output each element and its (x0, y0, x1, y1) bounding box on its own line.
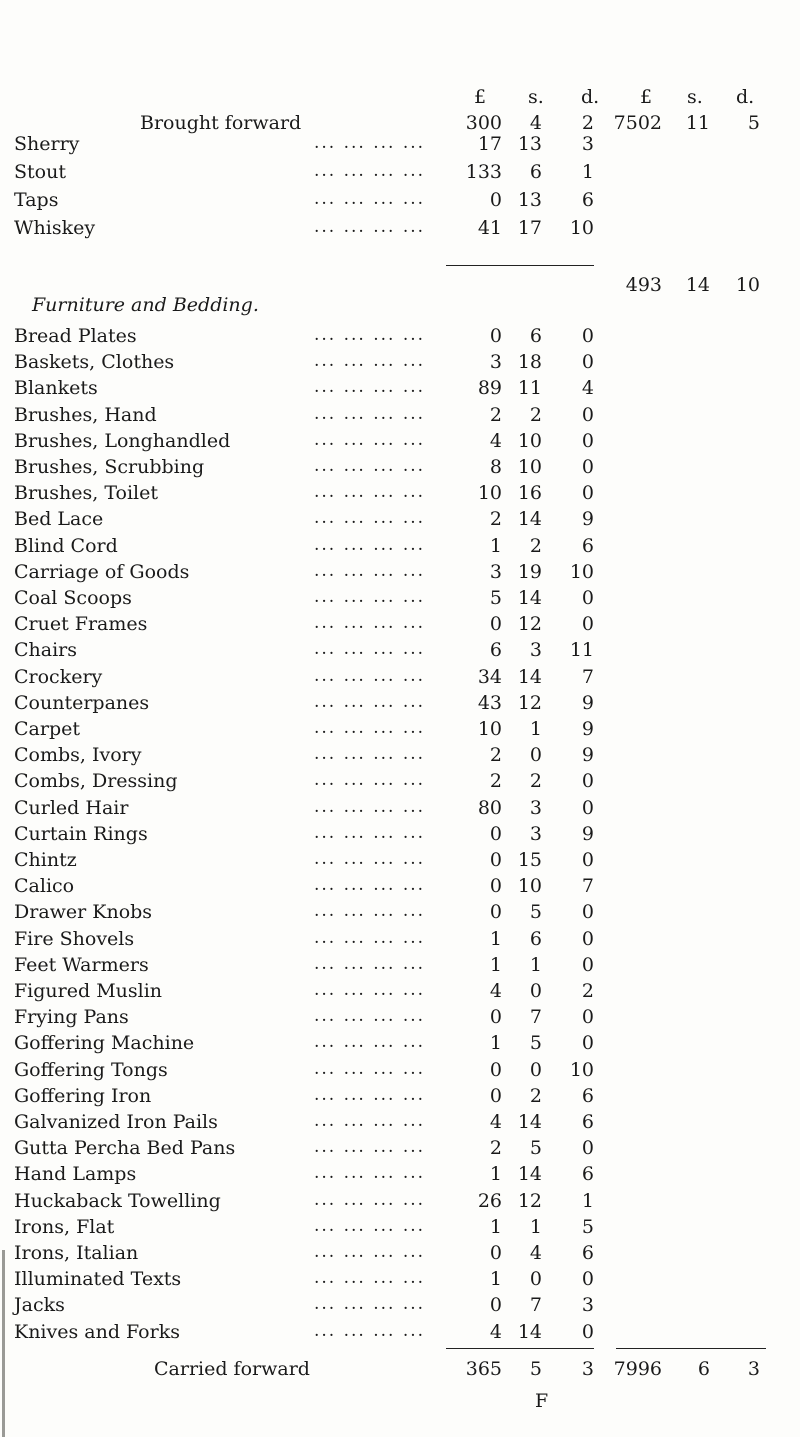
leader-dots: ... ... ... ... (314, 980, 426, 1000)
item-label: Whiskey (14, 217, 96, 239)
leader-dots: ... ... ... ... (314, 927, 426, 948)
item-label: Goffering Iron (14, 1084, 152, 1107)
leader-dots: ... ... ... ... (314, 849, 426, 869)
amount-shillings: 7 (529, 1006, 542, 1029)
ledger-row (0, 797, 800, 825)
carried-forward-row (0, 1358, 800, 1386)
item-label: Huckaback Towelling (14, 1189, 221, 1212)
amount-shillings: 17 (517, 217, 542, 239)
leader-dots: ... ... ... ... (314, 639, 426, 660)
item-label: Baskets, Clothes (14, 351, 175, 374)
ledger-row (0, 1085, 800, 1113)
binding-edge (2, 1250, 5, 1437)
amount-shillings: 3 (529, 796, 542, 819)
amount-pence: 9 (581, 822, 594, 845)
item-label: Irons, Flat (14, 1215, 115, 1238)
leader-dots: ... ... ... ... (314, 796, 426, 817)
ledger-row (0, 928, 800, 956)
amount-pounds: 0 (489, 1006, 502, 1029)
item-label: Chairs (14, 639, 78, 662)
section-title: Furniture and Bedding. (32, 294, 259, 316)
leader-dots: ... ... ... ... (314, 325, 426, 345)
amount-shillings: 14 (517, 508, 542, 531)
item-label: Carriage of Goods (14, 560, 190, 583)
ledger-row (0, 217, 800, 245)
item-label: Frying Pans (14, 1006, 129, 1029)
amount-pence: 6 (581, 189, 594, 211)
amount-shillings: 0 (529, 744, 542, 767)
leader-dots: ... ... ... ... (314, 901, 426, 922)
ledger-row (0, 189, 800, 217)
amount-pounds: 0 (489, 1294, 502, 1317)
amount-shillings: 13 (517, 133, 542, 155)
amount-pounds: 10 (477, 718, 502, 740)
amount-pence: 5 (581, 1215, 594, 1238)
ledger-row (0, 1163, 800, 1191)
amount-pence: 6 (581, 1163, 594, 1186)
brought-forward-shillings: 4 (529, 112, 542, 134)
amount-pounds: 0 (489, 849, 502, 871)
leader-dots: ... ... ... ... (314, 508, 426, 529)
amount-shillings: 5 (529, 901, 542, 924)
signature-letter: F (535, 1390, 549, 1412)
ledger-row (0, 1242, 800, 1270)
item-label: Stout (14, 161, 66, 183)
items-total-rule (446, 1348, 594, 1349)
leader-dots: ... ... ... ... (314, 875, 426, 896)
amount-pounds: 2 (489, 770, 502, 793)
item-label: Cruet Frames (14, 613, 148, 636)
leader-dots: ... ... ... ... (314, 1058, 426, 1079)
amount-pounds: 0 (489, 1242, 502, 1264)
amount-shillings: 19 (517, 560, 542, 583)
column-headers (0, 86, 800, 114)
leader-dots: ... ... ... ... (314, 1032, 426, 1053)
amount-pence: 3 (581, 1294, 594, 1317)
amount-pounds: 2 (489, 1137, 502, 1160)
item-label: Galvanized Iron Pails (14, 1111, 218, 1133)
amount-pence: 0 (581, 1137, 594, 1160)
amount-pounds: 3 (489, 560, 502, 583)
carried-forward-total-shillings: 6 (697, 1358, 710, 1380)
item-label: Calico (14, 875, 75, 898)
amount-shillings: 0 (529, 980, 542, 1002)
amount-shillings: 6 (529, 927, 542, 950)
item-label: Blind Cord (14, 534, 118, 557)
amount-pence: 0 (581, 456, 594, 478)
leader-dots: ... ... ... ... (314, 1189, 426, 1210)
amount-pounds: 4 (489, 1320, 502, 1343)
item-label: Gutta Percha Bed Pans (14, 1137, 236, 1160)
leader-dots: ... ... ... ... (314, 1242, 426, 1262)
amount-pounds: 4 (489, 1111, 502, 1133)
leader-dots: ... ... ... ... (314, 953, 426, 974)
amount-pounds: 4 (489, 429, 502, 452)
amount-pence: 3 (581, 133, 594, 155)
leader-dots: ... ... ... ... (314, 456, 426, 476)
ledger-row (0, 456, 800, 484)
ledger-row (0, 692, 800, 720)
item-label: Counterpanes (14, 691, 150, 714)
amount-shillings: 5 (529, 1137, 542, 1160)
amount-pence: 1 (581, 1189, 594, 1212)
leader-dots: ... ... ... ... (314, 133, 426, 153)
amount-pounds: 6 (489, 639, 502, 662)
item-label: Coal Scoops (14, 587, 132, 609)
amount-pence: 0 (581, 587, 594, 609)
carried-forward-pence: 3 (581, 1358, 594, 1380)
amount-shillings: 12 (517, 613, 542, 636)
leader-dots: ... ... ... ... (314, 429, 426, 450)
carried-forward-total-pounds: 7996 (613, 1358, 662, 1380)
amount-shillings: 0 (529, 1058, 542, 1081)
item-label: Sherry (14, 133, 80, 155)
item-label: Illuminated Texts (14, 1268, 182, 1291)
amount-shillings: 14 (517, 665, 542, 688)
amount-pounds: 0 (489, 875, 502, 898)
ledger-row (0, 587, 800, 615)
amount-shillings: 7 (529, 1294, 542, 1317)
amount-pence: 9 (581, 744, 594, 767)
amount-shillings: 14 (517, 587, 542, 609)
header-shilling: s. (528, 86, 544, 108)
drinks-total-shillings: 14 (685, 274, 710, 296)
amount-shillings: 16 (517, 482, 542, 505)
amount-shillings: 14 (517, 1163, 542, 1186)
brought-forward-pounds: 300 (465, 112, 502, 134)
ledger-row (0, 954, 800, 982)
leader-dots: ... ... ... ... (314, 665, 426, 686)
item-label: Combs, Ivory (14, 744, 142, 767)
amount-pence: 0 (581, 613, 594, 636)
amount-shillings: 3 (529, 822, 542, 845)
leader-dots: ... ... ... ... (314, 1294, 426, 1315)
amount-shillings: 4 (529, 1242, 542, 1264)
amount-pounds: 1 (489, 1032, 502, 1055)
leader-dots: ... ... ... ... (314, 691, 426, 712)
amount-pounds: 2 (489, 744, 502, 767)
amount-pence: 0 (581, 953, 594, 976)
amount-pence: 0 (581, 927, 594, 950)
brought-forward-pence: 2 (581, 112, 594, 134)
leader-dots: ... ... ... ... (314, 744, 426, 765)
amount-shillings: 2 (529, 534, 542, 557)
ledger-row (0, 1137, 800, 1165)
amount-pounds: 41 (477, 217, 502, 239)
leader-dots: ... ... ... ... (314, 189, 426, 209)
amount-pence: 6 (581, 1084, 594, 1107)
amount-shillings: 12 (517, 691, 542, 714)
amount-pence: 0 (581, 325, 594, 347)
amount-pounds: 1 (489, 1163, 502, 1186)
ledger-row (0, 377, 800, 405)
ledger-row (0, 639, 800, 667)
amount-pence: 10 (569, 560, 594, 583)
ledger-row (0, 161, 800, 189)
carried-forward-shillings: 5 (529, 1358, 542, 1380)
leader-dots: ... ... ... ... (314, 217, 426, 237)
drinks-total-pence: 10 (735, 274, 760, 296)
amount-pence: 9 (581, 718, 594, 740)
amount-shillings: 14 (517, 1320, 542, 1343)
item-label: Goffering Tongs (14, 1058, 168, 1081)
item-label: Carpet (14, 718, 80, 740)
amount-pence: 6 (581, 1242, 594, 1264)
amount-pounds: 1 (489, 1268, 502, 1291)
amount-pounds: 0 (489, 325, 502, 347)
leader-dots: ... ... ... ... (314, 1268, 426, 1289)
item-label: Hand Lamps (14, 1163, 137, 1186)
amount-pence: 10 (569, 217, 594, 239)
amount-pounds: 0 (489, 1084, 502, 1107)
amount-pence: 7 (581, 665, 594, 688)
amount-shillings: 2 (529, 403, 542, 426)
header-pound: £ (474, 86, 487, 108)
amount-shillings: 11 (517, 377, 542, 400)
amount-shillings: 3 (529, 639, 542, 662)
ledger-row (0, 1216, 800, 1244)
amount-pounds: 2 (489, 508, 502, 531)
amount-pounds: 8 (489, 456, 502, 478)
amount-pounds: 80 (477, 796, 502, 819)
amount-pounds: 4 (489, 980, 502, 1002)
leader-dots: ... ... ... ... (314, 613, 426, 634)
ledger-row (0, 1006, 800, 1034)
amount-pence: 0 (581, 1006, 594, 1029)
ledger-row (0, 325, 800, 353)
drinks-total-pounds: 493 (625, 274, 662, 296)
amount-pence: 0 (581, 1032, 594, 1055)
drinks-subtotal-rule (446, 265, 594, 266)
item-label: Curled Hair (14, 796, 129, 819)
amount-pounds: 0 (489, 613, 502, 636)
ledger-row (0, 482, 800, 510)
amount-pence: 0 (581, 849, 594, 871)
amount-pence: 7 (581, 875, 594, 898)
ledger-row (0, 1111, 800, 1139)
item-label: Jacks (14, 1294, 65, 1317)
amount-pence: 1 (581, 161, 594, 183)
item-label: Figured Muslin (14, 980, 163, 1002)
item-label: Taps (14, 189, 59, 211)
ledger-row (0, 1294, 800, 1322)
leader-dots: ... ... ... ... (314, 534, 426, 555)
leader-dots: ... ... ... ... (314, 587, 426, 607)
amount-pounds: 17 (477, 133, 502, 155)
ledger-row (0, 561, 800, 589)
item-label: Knives and Forks (14, 1320, 180, 1343)
amount-shillings: 14 (517, 1111, 542, 1133)
amount-pence: 0 (581, 1320, 594, 1343)
leader-dots: ... ... ... ... (314, 1137, 426, 1158)
carried-forward-label: Carried forward (154, 1358, 310, 1380)
leader-dots: ... ... ... ... (314, 1111, 426, 1131)
item-label: Blankets (14, 377, 98, 400)
ledger-row (0, 613, 800, 641)
item-label: Crockery (14, 665, 103, 688)
amount-pounds: 0 (489, 1058, 502, 1081)
amount-pounds: 3 (489, 351, 502, 374)
amount-pence: 4 (581, 377, 594, 400)
amount-shillings: 13 (517, 189, 542, 211)
amount-pence: 0 (581, 901, 594, 924)
amount-pounds: 133 (465, 161, 502, 183)
ledger-row (0, 901, 800, 929)
item-label: Brushes, Toilet (14, 482, 159, 505)
amount-pounds: 10 (477, 482, 502, 505)
amount-pence: 0 (581, 403, 594, 426)
ledger-row (0, 404, 800, 432)
amount-shillings: 10 (517, 429, 542, 452)
amount-shillings: 6 (529, 161, 542, 183)
item-label: Goffering Machine (14, 1032, 195, 1055)
leader-dots: ... ... ... ... (314, 161, 426, 181)
amount-pence: 0 (581, 770, 594, 793)
amount-pounds: 0 (489, 189, 502, 211)
ledger-row (0, 849, 800, 877)
amount-pence: 10 (569, 1058, 594, 1081)
leader-dots: ... ... ... ... (314, 482, 426, 503)
amount-shillings: 18 (517, 351, 542, 374)
brought-forward-total-shillings: 11 (685, 112, 710, 134)
leader-dots: ... ... ... ... (314, 770, 426, 791)
item-label: Brushes, Longhandled (14, 429, 231, 452)
amount-pence: 0 (581, 796, 594, 819)
ledger-row (0, 875, 800, 903)
ledger-row (0, 351, 800, 379)
item-label: Fire Shovels (14, 927, 135, 950)
amount-pounds: 0 (489, 822, 502, 845)
item-label: Brushes, Scrubbing (14, 456, 205, 478)
ledger-row (0, 823, 800, 851)
header-pound-total: £ (640, 86, 653, 108)
leader-dots: ... ... ... ... (314, 1163, 426, 1184)
item-label: Bread Plates (14, 325, 137, 347)
ledger-row (0, 718, 800, 746)
item-label: Chintz (14, 849, 77, 871)
ledger-row (0, 1190, 800, 1218)
amount-shillings: 15 (517, 849, 542, 871)
leader-dots: ... ... ... ... (314, 1006, 426, 1027)
item-label: Irons, Italian (14, 1242, 139, 1264)
item-label: Curtain Rings (14, 822, 148, 845)
ledger-row (0, 770, 800, 798)
amount-pence: 0 (581, 1268, 594, 1291)
amount-shillings: 2 (529, 1084, 542, 1107)
amount-pounds: 89 (477, 377, 502, 400)
amount-pence: 11 (569, 639, 594, 662)
section-title-row (0, 294, 800, 322)
amount-pounds: 26 (477, 1189, 502, 1212)
amount-shillings: 5 (529, 1032, 542, 1055)
brought-forward-total-pounds: 7502 (613, 112, 662, 134)
amount-pence: 6 (581, 534, 594, 557)
amount-pounds: 1 (489, 534, 502, 557)
amount-shillings: 1 (529, 953, 542, 976)
amount-pounds: 1 (489, 953, 502, 976)
item-label: Bed Lace (14, 508, 104, 531)
header-pence: d. (581, 86, 600, 108)
item-label: Combs, Dressing (14, 770, 178, 793)
header-shilling-total: s. (687, 86, 703, 108)
amount-pence: 6 (581, 1111, 594, 1133)
amount-pence: 0 (581, 429, 594, 452)
amount-shillings: 10 (517, 456, 542, 478)
ledger-row (0, 980, 800, 1008)
amount-pounds: 1 (489, 1215, 502, 1238)
ledger-row (0, 1059, 800, 1087)
carried-forward-pounds: 365 (465, 1358, 502, 1380)
amount-pounds: 1 (489, 927, 502, 950)
leader-dots: ... ... ... ... (314, 351, 426, 372)
ledger-row (0, 1032, 800, 1060)
ledger-row (0, 1321, 800, 1349)
leader-dots: ... ... ... ... (314, 1084, 426, 1105)
amount-pence: 0 (581, 351, 594, 374)
amount-shillings: 12 (517, 1189, 542, 1212)
ledger-row (0, 744, 800, 772)
leader-dots: ... ... ... ... (314, 1320, 426, 1341)
amount-shillings: 1 (529, 718, 542, 740)
amount-pence: 9 (581, 691, 594, 714)
amount-shillings: 6 (529, 325, 542, 347)
amount-pence: 9 (581, 508, 594, 531)
amount-pounds: 5 (489, 587, 502, 609)
amount-pounds: 34 (477, 665, 502, 688)
ledger-row (0, 666, 800, 694)
item-label: Drawer Knobs (14, 901, 153, 924)
brought-forward-total-pence: 5 (747, 112, 760, 134)
grand-total-rule (616, 1348, 766, 1349)
item-label: Feet Warmers (14, 953, 149, 976)
leader-dots: ... ... ... ... (314, 1215, 426, 1236)
amount-shillings: 2 (529, 770, 542, 793)
amount-pounds: 43 (477, 691, 502, 714)
leader-dots: ... ... ... ... (314, 560, 426, 581)
amount-shillings: 1 (529, 1215, 542, 1238)
amount-pounds: 0 (489, 901, 502, 924)
carried-forward-total-pence: 3 (747, 1358, 760, 1380)
ledger-row (0, 508, 800, 536)
ledger-row (0, 430, 800, 458)
ledger-row (0, 535, 800, 563)
amount-pence: 0 (581, 482, 594, 505)
leader-dots: ... ... ... ... (314, 718, 426, 738)
header-pence-total: d. (736, 86, 755, 108)
amount-pounds: 2 (489, 403, 502, 426)
amount-shillings: 0 (529, 1268, 542, 1291)
leader-dots: ... ... ... ... (314, 403, 426, 424)
ledger-row (0, 1268, 800, 1296)
item-label: Brushes, Hand (14, 403, 157, 426)
amount-pence: 2 (581, 980, 594, 1002)
brought-forward-label: Brought forward (140, 112, 302, 134)
amount-shillings: 10 (517, 875, 542, 898)
ledger-row (0, 133, 800, 161)
leader-dots: ... ... ... ... (314, 377, 426, 398)
leader-dots: ... ... ... ... (314, 822, 426, 843)
